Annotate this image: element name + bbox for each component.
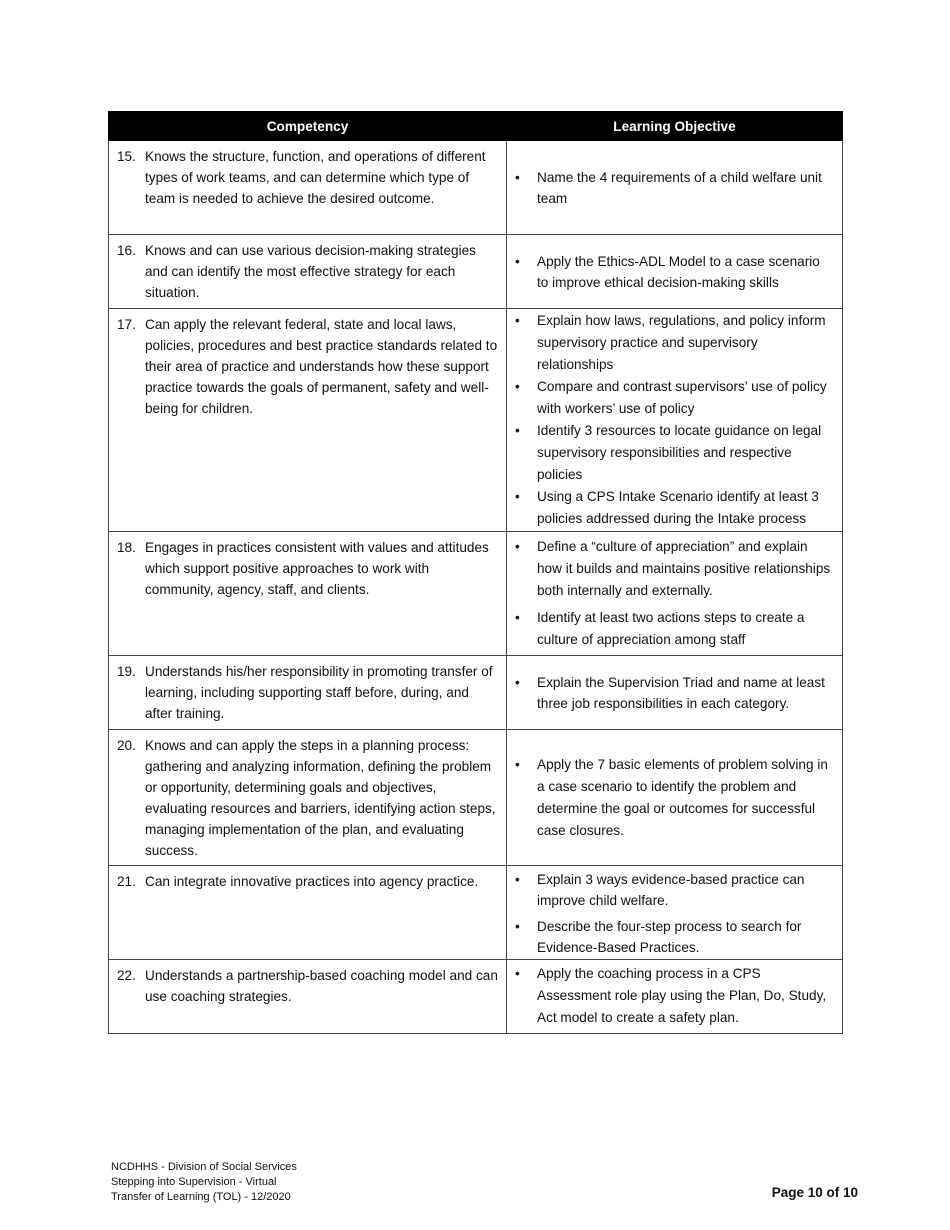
- page-number: Page 10 of 10: [771, 1185, 858, 1200]
- list-item: [513, 963, 834, 1029]
- objective-text: Explain 3 ways evidence-based practice can improve child welfare.: [537, 872, 805, 908]
- objective-cell: [507, 235, 843, 309]
- competency-text: Understands his/her responsibility in promoting transfer of learning, including supporting staff before, during, and after training.: [145, 664, 493, 721]
- objective-text: Describe the four-step process to search for Evidence-Based Practices.: [537, 919, 802, 955]
- table-row: [109, 656, 843, 730]
- list-item: [513, 376, 834, 420]
- objective-text: Identify 3 resources to locate guidance on legal supervisory responsibilities and respective policies: [537, 423, 822, 482]
- list-item: [513, 916, 834, 958]
- footer-line-course: Stepping into Supervision - Virtual: [111, 1176, 277, 1188]
- bullet-icon: •: [515, 169, 520, 185]
- table-row: [109, 960, 843, 1034]
- list-item: [513, 310, 834, 376]
- competency-table: [108, 111, 843, 1034]
- competency-text: Understands a partnership-based coaching model and can use coaching strategies.: [145, 968, 498, 1004]
- objective-text: Explain the Supervision Triad and name at least three job responsibilities in each category.: [537, 674, 825, 711]
- objective-text: Compare and contrast supervisors’ use of policy with workers’ use of policy: [537, 379, 827, 416]
- competency-cell: [109, 141, 507, 235]
- competency-cell: [109, 730, 507, 866]
- objective-text: Identify at least two actions steps to create a culture of appreciation among staff: [537, 610, 805, 647]
- row-number: 15.: [117, 149, 136, 164]
- list-item: [513, 486, 834, 530]
- competency-cell: [109, 235, 507, 309]
- footer-line-organization: NCDHHS - Division of Social Services: [111, 1161, 297, 1173]
- bullet-icon: •: [515, 253, 520, 269]
- row-number: 17.: [117, 317, 136, 332]
- competency-cell: [109, 532, 507, 656]
- header-learning-objective: Learning Objective: [507, 112, 843, 141]
- bullet-icon: •: [515, 966, 520, 981]
- objective-text: Apply the Ethics-ADL Model to a case scenario to improve ethical decision-making skills: [537, 253, 820, 290]
- objective-text: Apply the coaching process in a CPS Assessment role play using the Plan, Do, Study, Act model to create a safety plan.: [537, 966, 827, 1025]
- table-header-row: [109, 112, 843, 141]
- bullet-icon: •: [515, 756, 520, 772]
- table-row: [109, 141, 843, 235]
- list-item: [513, 420, 834, 486]
- competency-cell: [109, 960, 507, 1034]
- competency-text: Knows and can use various decision-making strategies and can identify the most effective strategy for each situation.: [145, 243, 476, 300]
- table-row: [109, 532, 843, 656]
- list-item: [513, 536, 834, 602]
- row-number: 19.: [117, 664, 136, 679]
- objective-text: Explain how laws, regulations, and policy inform supervisory practice and supervisory relationships: [537, 313, 826, 372]
- row-number: 21.: [117, 874, 136, 889]
- bullet-icon: •: [515, 423, 520, 438]
- table-row: [109, 309, 843, 532]
- objective-text: Using a CPS Intake Scenario identify at least 3 policies addressed during the Intake process: [537, 489, 819, 526]
- list-item: [513, 754, 834, 842]
- row-number: 20.: [117, 738, 136, 753]
- competency-cell: [109, 656, 507, 730]
- bullet-icon: •: [515, 674, 520, 690]
- list-item: [513, 672, 834, 714]
- competency-text: Knows and can apply the steps in a planning process: gathering and analyzing information, defining the problem or opportunity, determining goals and objectives, evaluating resources and barriers, identifying action steps, managing implementation of the plan, and evaluating success.: [145, 738, 496, 858]
- competency-cell: [109, 309, 507, 532]
- list-item: [513, 251, 834, 293]
- objective-cell: [507, 141, 843, 235]
- table-row: [109, 235, 843, 309]
- list-item: [513, 869, 834, 911]
- objective-cell: [507, 532, 843, 656]
- competency-text: Can apply the relevant federal, state and local laws, policies, procedures and best practice standards related to their area of practice and understands how these support practice towards the goals of permanent, safety and well-being for children.: [145, 317, 498, 416]
- competency-text: Engages in practices consistent with values and attitudes which support positive approaches to work with community, agency, staff, and clients.: [145, 540, 489, 597]
- bullet-icon: •: [515, 919, 520, 934]
- objective-cell: [507, 866, 843, 960]
- footer-info: [111, 1160, 297, 1205]
- bullet-icon: •: [515, 610, 520, 625]
- footer-line-document: Transfer of Learning (TOL) - 12/2020: [111, 1191, 291, 1203]
- objective-cell: [507, 309, 843, 532]
- bullet-icon: •: [515, 489, 520, 504]
- row-number: 22.: [117, 968, 136, 983]
- header-competency: Competency: [109, 112, 507, 141]
- competency-cell: [109, 866, 507, 960]
- list-item: [513, 167, 834, 209]
- bullet-icon: •: [515, 313, 520, 328]
- competency-text: Knows the structure, function, and operations of different types of work teams, and can determine which type of team is needed to achieve the desired outcome.: [145, 149, 486, 206]
- objective-text: Apply the 7 basic elements of problem solving in a case scenario to identify the problem and determine the goal or outcomes for successful case closures.: [537, 756, 828, 838]
- objective-text: Name the 4 requirements of a child welfare unit team: [537, 169, 822, 206]
- objective-cell: [507, 730, 843, 866]
- bullet-icon: •: [515, 379, 520, 394]
- table-row: [109, 866, 843, 960]
- list-item: [513, 607, 834, 651]
- competency-text: Can integrate innovative practices into agency practice.: [145, 874, 479, 889]
- objective-text: Define a “culture of appreciation” and explain how it builds and maintains positive relationships both internally and externally.: [537, 539, 831, 598]
- objective-cell: [507, 656, 843, 730]
- bullet-icon: •: [515, 872, 520, 887]
- bullet-icon: •: [515, 539, 520, 554]
- row-number: 16.: [117, 243, 136, 258]
- table-row: [109, 730, 843, 866]
- row-number: 18.: [117, 540, 136, 555]
- objective-cell: [507, 960, 843, 1034]
